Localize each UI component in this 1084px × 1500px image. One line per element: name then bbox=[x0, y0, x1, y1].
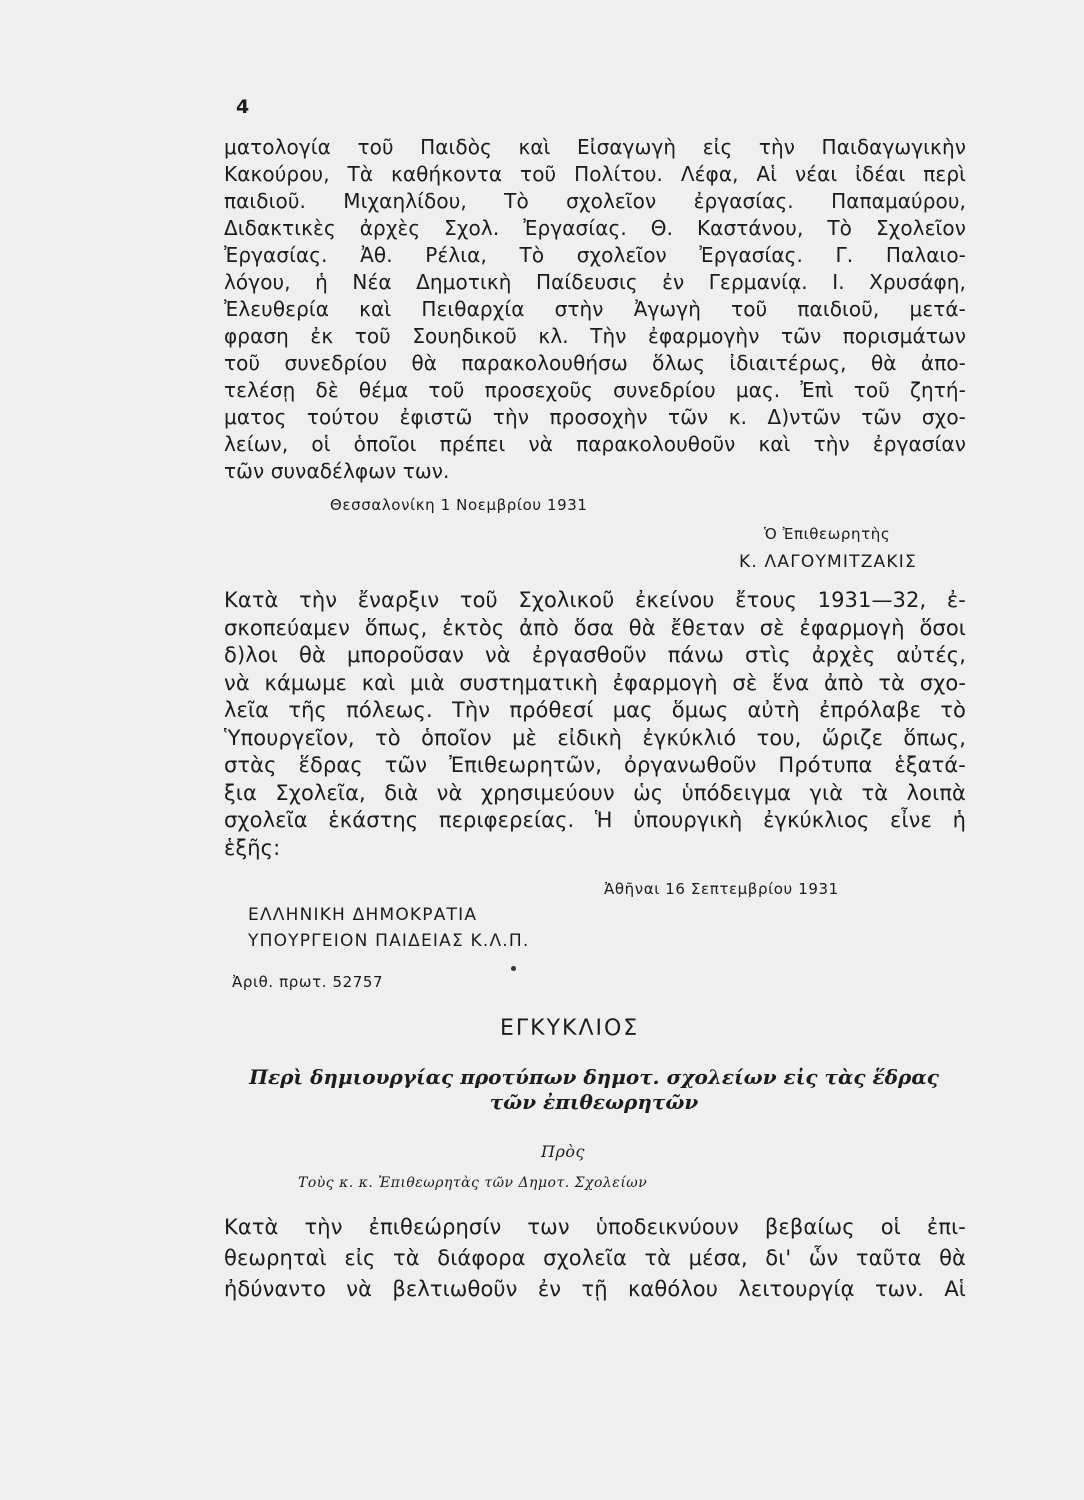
page-number: 4 bbox=[236, 96, 250, 118]
text-line: λόγου, ἡ Νέα Δημοτικὴ Παίδευσις ἐν Γερμανίᾳ. Ι. Χρυσάφη, bbox=[224, 270, 966, 294]
text-line: τελέσῃ δὲ θέμα τοῦ προσεχοῦς συνεδρίου μας. Ἐπὶ τοῦ ζητή- bbox=[224, 378, 966, 402]
text-line: δ)λοι θὰ μποροῦσαν νὰ ἐργασθοῦν πάνω στὶς ἀρχὲς αὐτές, bbox=[224, 643, 966, 667]
to-label: Πρὸς bbox=[541, 1142, 585, 1161]
text-line: Ἐλευθερία καὶ Πειθαρχία στὴν Ἀγωγὴ τοῦ παιδιοῦ, μετά- bbox=[224, 297, 966, 321]
text-line: Διδακτικὲς ἀρχὲς Σχολ. Ἐργασίας. Θ. Καστάνου, Τὸ Σχολεῖον bbox=[224, 216, 966, 240]
text-line: τοῦ συνεδρίου θὰ παρακολουθήσω ὅλως ἰδιαιτέρως, θὰ ἀπο- bbox=[224, 351, 966, 375]
separator-dot bbox=[511, 966, 516, 971]
text-line: λεῖα τῆς πόλεως. Τὴν πρόθεσί μας ὅμως αὐτὴ ἐπρόλαβε τὸ bbox=[224, 698, 966, 722]
text-line: νὰ κάμωμε καὶ μιὰ συστηματικὴ ἐφαρμογὴ σὲ ἕνα ἀπὸ τὰ σχο- bbox=[224, 670, 966, 695]
paragraph-3 bbox=[224, 1212, 966, 1305]
text-line: φραση ἐκ τοῦ Σουηδικοῦ κλ. Τὴν ἐφαρμογὴν τῶν πορισμάτων bbox=[224, 324, 966, 348]
place-date: Θεσσαλονίκη 1 Νοεμβρίου 1931 bbox=[330, 496, 588, 514]
paragraph-2 bbox=[224, 587, 966, 862]
text-line: Κακούρου, Τὰ καθήκοντα τοῦ Πολίτου. Λέφα, Αἱ νέαι ἰδέαι περὶ bbox=[224, 162, 966, 186]
circular-title: ΕΓΚΥΚΛΙΟΣ bbox=[500, 1016, 640, 1041]
text-line: λείων, οἱ ὁποῖοι πρέπει νὰ παρακολουθοῦν καὶ τὴν ἐργασίαν bbox=[224, 432, 966, 456]
subject-line-2: τῶν ἐπιθεωρητῶν bbox=[489, 1090, 699, 1114]
text-line: ἑξῆς: bbox=[224, 835, 281, 860]
text-line: στὰς ἕδρας τῶν Ἐπιθεωρητῶν, ὀργανωθοῦν Πρότυπα ἑξατά- bbox=[224, 753, 966, 777]
subject-line-1: Περὶ δημιουργίας προτύπων δημοτ. σχολείων εἰς τὰς ἕδρας bbox=[249, 1065, 939, 1089]
signature-role: Ὁ Ἐπιθεωρητὴς bbox=[764, 525, 891, 543]
text-line: Ὑπουργεῖον, τὸ ὁποῖον μὲ εἰδικὴ ἐγκύκλιό του, ὥριζε ὅπως, bbox=[224, 725, 966, 750]
text-line: παιδιοῦ. Μιχαηλίδου, Τὸ σχολεῖον ἐργασίας. Παπαμαύρου, bbox=[224, 189, 966, 213]
text-line: ἠδύναντο νὰ βελτιωθοῦν ἐν τῇ καθόλου λειτουργίᾳ των. Αἱ bbox=[224, 1277, 966, 1301]
text-line: τῶν συναδέλφων των. bbox=[224, 459, 450, 483]
protocol-number: Ἀριθ. πρωτ. 52757 bbox=[232, 973, 384, 991]
text-line: Κατὰ τὴν ἔναρξιν τοῦ Σχολικοῦ ἐκείνου ἔτους 1931—32, ἐ- bbox=[224, 588, 966, 612]
text-line: θεωρηταὶ εἰς τὰ διάφορα σχολεῖα τὰ μέσα, δι' ὧν ταῦτα θὰ bbox=[224, 1246, 966, 1270]
circular-date: Ἀθῆναι 16 Σεπτεμβρίου 1931 bbox=[604, 880, 839, 898]
text-line: σχολεῖα ἑκάστης περιφερείας. Ἡ ὑπουργικὴ ἐγκύκλιος εἶνε ἡ bbox=[224, 808, 966, 832]
to-recipients: Τοὺς κ. κ. Ἐπιθεωρητὰς τῶν Δημοτ. Σχολείων bbox=[298, 1175, 648, 1191]
text-line: Ἐργασίας. Ἀθ. Ρέλια, Τὸ σχολεῖον Ἐργασίας. Γ. Παλαιο- bbox=[224, 243, 966, 267]
signature-name: Κ. ΛΑΓΟΥΜΙΤΖΑΚΙΣ bbox=[739, 552, 917, 572]
header-line-1: ΕΛΛΗΝΙΚΗ ΔΗΜΟΚΡΑΤΙΑ bbox=[248, 905, 478, 925]
text-line: σκοπεύαμεν ὅπως, ἐκτὸς ἀπὸ ὅσα θὰ ἔθεταν σὲ ἐφαρμογὴ ὅσοι bbox=[224, 615, 966, 640]
header-line-2: ΥΠΟΥΡΓΕΙΟΝ ΠΑΙΔΕΙΑΣ Κ.Λ.Π. bbox=[248, 931, 530, 951]
paragraph-1 bbox=[224, 134, 966, 485]
text-line: ματος τούτου ἐφιστῶ τὴν προσοχὴν τῶν κ. Δ)ντῶν τῶν σχο- bbox=[224, 405, 966, 429]
text-line: Κατὰ τὴν ἐπιθεώρησίν των ὑποδεικνύουν βεβαίως οἱ ἐπι- bbox=[224, 1215, 966, 1239]
text-line: ματολογία τοῦ Παιδὸς καὶ Εἰσαγωγὴ εἰς τὴν Παιδαγωγικὴν bbox=[224, 135, 966, 159]
text-line: ξια Σχολεῖα, διὰ νὰ χρησιμεύουν ὡς ὑπόδειγμα γιὰ τὰ λοιπὰ bbox=[224, 780, 966, 805]
